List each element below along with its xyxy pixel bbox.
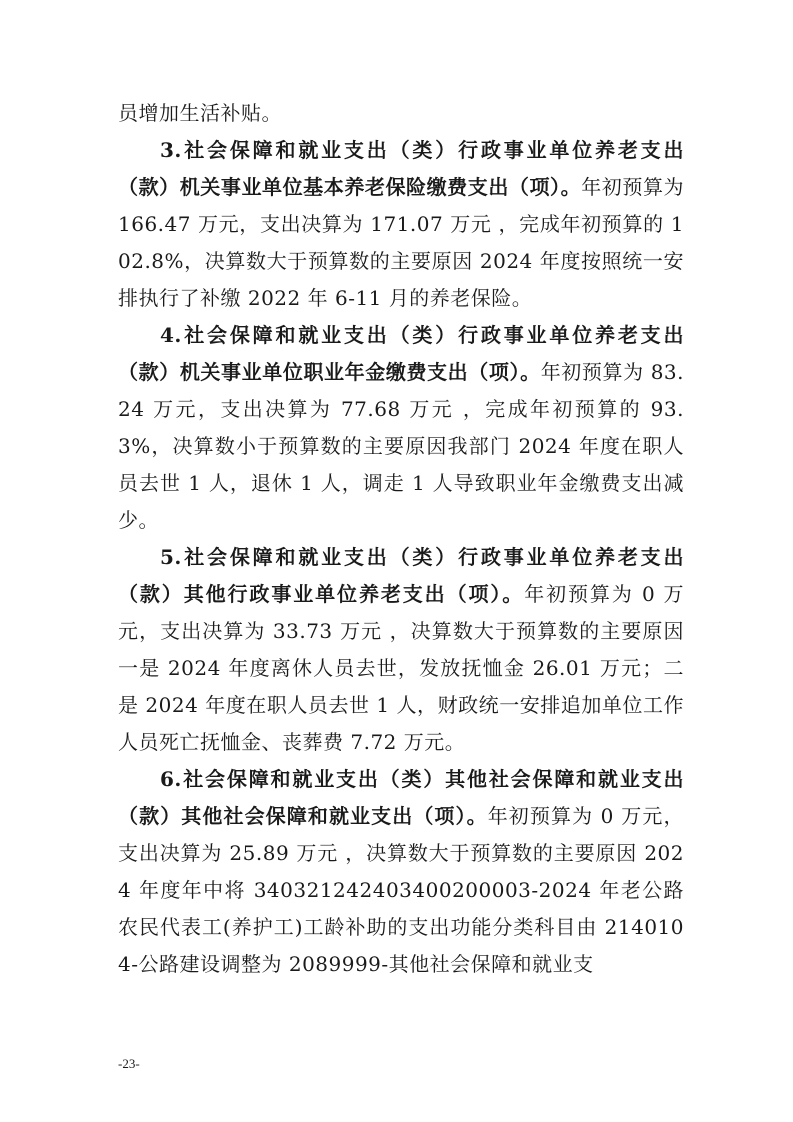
item-3-heading: 3.社会保障和就业支出（类）行政事业单位养老支出（款）机关事业单位基本养老保险缴费支出（项）。 xyxy=(118,138,684,199)
item-3-paragraph xyxy=(118,132,684,317)
item-6-paragraph xyxy=(118,761,684,983)
item-5-heading: 5.社会保障和就业支出（类）行政事业单位养老支出（款）其他行政事业单位养老支出（项）。 xyxy=(118,545,684,606)
item-4-heading: 4.社会保障和就业支出（类）行政事业单位养老支出（款）机关事业单位职业年金缴费支出（项）。 xyxy=(118,323,684,384)
item-6-body: 年初预算为 0 万元，支出决算为 25.89 万元 ，决算数大于预算数的主要原因 2024 年度年中将 340321242403400200003-2024 年老公路农民代表工(养护工)工龄补助的支出功能分类科目由 2140104-公路建设调整为 2089999-其他社会保障和就业支 xyxy=(118,804,684,976)
item-4-paragraph xyxy=(118,317,684,539)
item-3-body: 年初预算为 166.47 万元，支出决算为 171.07 万元 ，完成年初预算的 102.8%，决算数大于预算数的主要原因 2024 年度按照统一安排执行了补缴 2022 年 6-11 月的养老保险。 xyxy=(118,175,685,310)
intro-text: 员增加生活补贴。 xyxy=(118,101,282,125)
item-5-paragraph xyxy=(118,539,684,761)
intro-paragraph xyxy=(118,95,684,132)
item-4-body: 年初预算为 83.24 万元，支出决算为 77.68 万元 ，完成年初预算的 93.3%，决算数小于预算数的主要原因我部门 2024 年度在职人员去世 1 人，退休 1 人，调走 1 人导致职业年金缴费支出减少。 xyxy=(118,360,684,532)
document-body xyxy=(118,95,684,983)
item-6-heading: 6.社会保障和就业支出（类）其他社会保障和就业支出（款）其他社会保障和就业支出（项）。 xyxy=(118,767,684,828)
item-5-body: 年初预算为 0 万元，支出决算为 33.73 万元 ，决算数大于预算数的主要原因一是 2024 年度离休人员去世，发放抚恤金 26.01 万元；二是 2024 年度在职人员去世 1 人，财政统一安排追加单位工作人员死亡抚恤金、丧葬费 7.72 万元。 xyxy=(118,582,684,754)
page-number: -23- xyxy=(118,1056,140,1071)
